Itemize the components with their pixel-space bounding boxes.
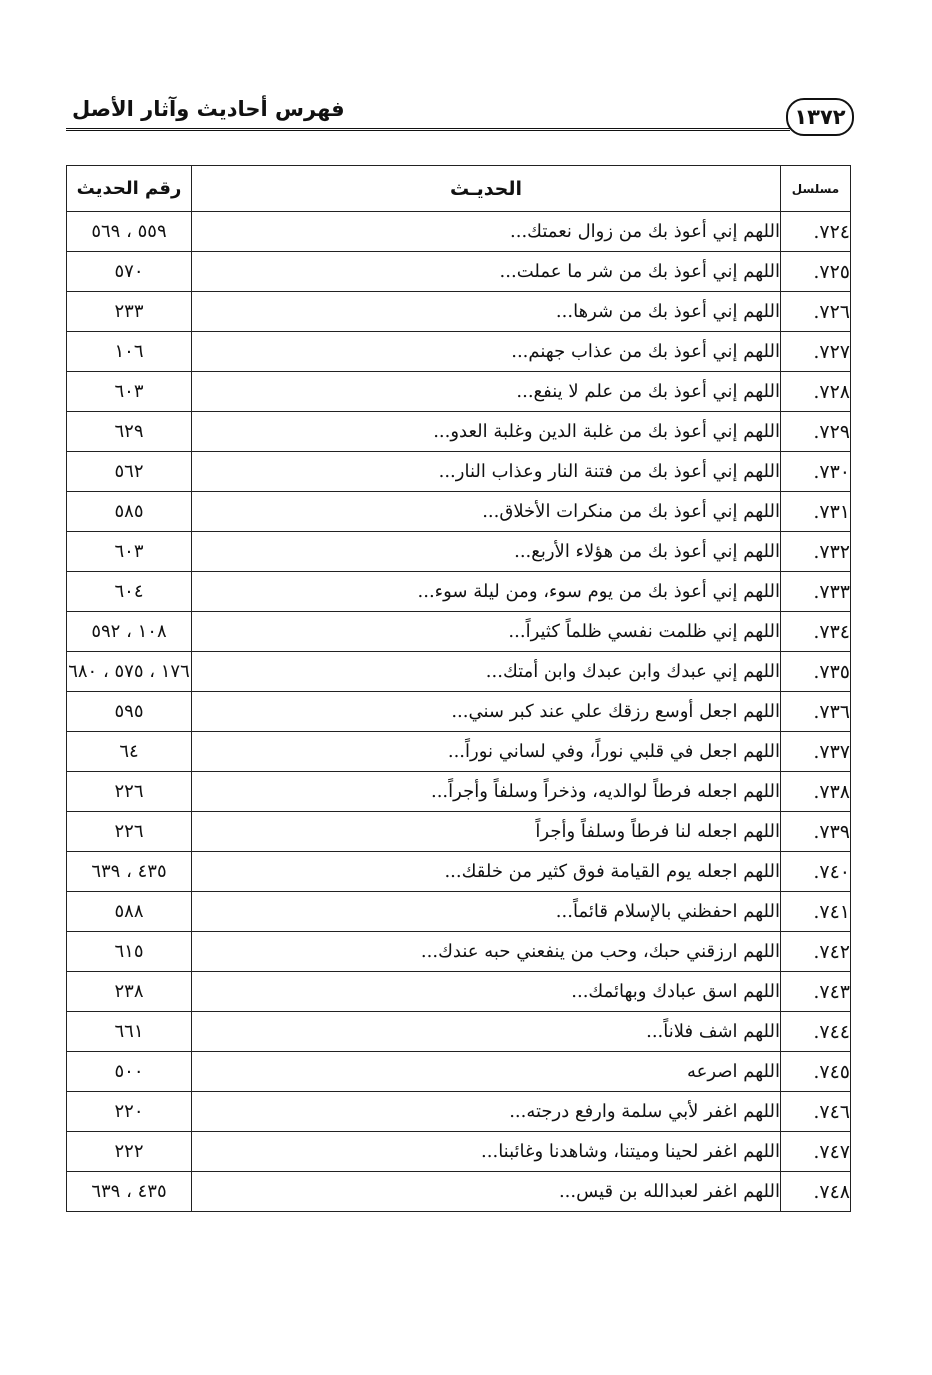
table-row <box>67 492 851 532</box>
hadith-text-cell: اللهم إني أعوذ بك من غلبة الدين وغلبة العدو... <box>192 412 781 452</box>
hadith-ref-cell: ٥٨٨ <box>67 892 192 932</box>
hadith-ref-cell: ٢٢٠ <box>67 1092 192 1132</box>
hadith-ref-cell: ٢٢٦ <box>67 772 192 812</box>
table-row <box>67 292 851 332</box>
serial-cell: ٧٣٥. <box>781 652 851 692</box>
serial-cell: ٧٤٨. <box>781 1172 851 1212</box>
table-row <box>67 452 851 492</box>
serial-cell: ٧٢٦. <box>781 292 851 332</box>
serial-cell: ٧٤٦. <box>781 1092 851 1132</box>
hadith-ref-cell: ٥٦٢ <box>67 452 192 492</box>
table-row <box>67 212 851 252</box>
hadith-ref-cell: ٤٣٥ ، ٦٣٩ <box>67 1172 192 1212</box>
table-row <box>67 932 851 972</box>
hadith-ref-cell: ٦٠٣ <box>67 532 192 572</box>
hadith-text-cell: اللهم اجعله يوم القيامة فوق كثير من خلقك... <box>192 852 781 892</box>
serial-cell: ٧٣٣. <box>781 572 851 612</box>
hadith-ref-cell: ٦٠٤ <box>67 572 192 612</box>
table-row <box>67 852 851 892</box>
hadith-text-cell: اللهم إني عبدك وابن عبدك وابن أمتك... <box>192 652 781 692</box>
hadith-text-cell: اللهم إني ظلمت نفسي ظلماً كثيراً... <box>192 612 781 652</box>
serial-cell: ٧٣١. <box>781 492 851 532</box>
table-row <box>67 692 851 732</box>
hadith-ref-cell: ٦١٥ <box>67 932 192 972</box>
column-header-hadith: الحديـث <box>192 166 781 212</box>
hadith-text-cell: اللهم اصرعه <box>192 1052 781 1092</box>
hadith-text-cell: اللهم اجعل أوسع رزقك علي عند كبر سني... <box>192 692 781 732</box>
hadith-text-cell: اللهم اغفر لأبي سلمة وارفع درجته... <box>192 1092 781 1132</box>
serial-cell: ٧٣٧. <box>781 732 851 772</box>
table-row <box>67 972 851 1012</box>
hadith-text-cell: اللهم اغفر لعبدالله بن قيس... <box>192 1172 781 1212</box>
column-header-serial: مسلسل <box>781 166 851 212</box>
hadith-text-cell: اللهم إني أعوذ بك من منكرات الأخلاق... <box>192 492 781 532</box>
serial-cell: ٧٢٥. <box>781 252 851 292</box>
serial-cell: ٧٢٨. <box>781 372 851 412</box>
table-row <box>67 772 851 812</box>
hadith-ref-cell: ١٧٦ ، ٥٧٥ ، ٦٨٠ <box>67 652 192 692</box>
table-header-row <box>67 166 851 212</box>
hadith-ref-cell: ٢٢٦ <box>67 812 192 852</box>
hadith-text-cell: اللهم احفظني بالإسلام قائماً... <box>192 892 781 932</box>
hadith-ref-cell: ٥٠٠ <box>67 1052 192 1092</box>
hadith-text-cell: اللهم اغفر لحينا وميتنا، وشاهدنا وغائبنا... <box>192 1132 781 1172</box>
hadith-ref-cell: ٥٧٠ <box>67 252 192 292</box>
page-title: فهرس أحاديث وآثار الأصل <box>72 97 345 121</box>
serial-cell: ٧٣٩. <box>781 812 851 852</box>
serial-cell: ٧٤٠. <box>781 852 851 892</box>
hadith-index-table <box>66 165 851 1212</box>
table-row <box>67 732 851 772</box>
page-header <box>66 92 854 136</box>
serial-cell: ٧٤٤. <box>781 1012 851 1052</box>
hadith-ref-cell: ١٠٨ ، ٥٩٢ <box>67 612 192 652</box>
table-row <box>67 572 851 612</box>
table-row <box>67 332 851 372</box>
column-header-ref: رقم الحديث <box>67 166 192 212</box>
serial-cell: ٧٢٩. <box>781 412 851 452</box>
serial-cell: ٧٣٢. <box>781 532 851 572</box>
hadith-ref-cell: ٤٣٥ ، ٦٣٩ <box>67 852 192 892</box>
table-row <box>67 1132 851 1172</box>
hadith-text-cell: اللهم إني أعوذ بك من علم لا ينفع... <box>192 372 781 412</box>
hadith-text-cell: اللهم إني أعوذ بك من زوال نعمتك... <box>192 212 781 252</box>
table-row <box>67 1052 851 1092</box>
serial-cell: ٧٤٢. <box>781 932 851 972</box>
hadith-text-cell: اللهم إني أعوذ بك من شرها... <box>192 292 781 332</box>
serial-cell: ٧٤٧. <box>781 1132 851 1172</box>
table-body <box>67 212 851 1212</box>
serial-cell: ٧٤٥. <box>781 1052 851 1092</box>
hadith-ref-cell: ٥٩٥ <box>67 692 192 732</box>
hadith-ref-cell: ٥٨٥ <box>67 492 192 532</box>
hadith-text-cell: اللهم اجعله لنا فرطاً وسلفاً وأجراً <box>192 812 781 852</box>
table-row <box>67 612 851 652</box>
hadith-text-cell: اللهم إني أعوذ بك من عذاب جهنم... <box>192 332 781 372</box>
serial-cell: ٧٣٤. <box>781 612 851 652</box>
table-row <box>67 812 851 852</box>
hadith-text-cell: اللهم اشف فلاناً... <box>192 1012 781 1052</box>
hadith-text-cell: اللهم ارزقني حبك، وحب من ينفعني حبه عندك... <box>192 932 781 972</box>
table-row <box>67 892 851 932</box>
serial-cell: ٧٣٦. <box>781 692 851 732</box>
hadith-text-cell: اللهم اسق عبادك وبهائمك... <box>192 972 781 1012</box>
hadith-ref-cell: ٦٠٣ <box>67 372 192 412</box>
table-row <box>67 372 851 412</box>
hadith-ref-cell: ٢٣٨ <box>67 972 192 1012</box>
serial-cell: ٧٤٣. <box>781 972 851 1012</box>
serial-cell: ٧٣٨. <box>781 772 851 812</box>
hadith-ref-cell: ٦٢٩ <box>67 412 192 452</box>
hadith-text-cell: اللهم إني أعوذ بك من فتنة النار وعذاب النار... <box>192 452 781 492</box>
serial-cell: ٧٤١. <box>781 892 851 932</box>
hadith-text-cell: اللهم اجعل في قلبي نوراً، وفي لساني نوراً... <box>192 732 781 772</box>
table-row <box>67 652 851 692</box>
serial-cell: ٧٣٠. <box>781 452 851 492</box>
table-row <box>67 1172 851 1212</box>
table-row <box>67 412 851 452</box>
hadith-ref-cell: ١٠٦ <box>67 332 192 372</box>
header-rule <box>66 128 790 131</box>
hadith-ref-cell: ٦٤ <box>67 732 192 772</box>
serial-cell: ٧٢٧. <box>781 332 851 372</box>
hadith-text-cell: اللهم إني أعوذ بك من يوم سوء، ومن ليلة سوء... <box>192 572 781 612</box>
hadith-ref-cell: ٥٥٩ ، ٥٦٩ <box>67 212 192 252</box>
hadith-text-cell: اللهم إني أعوذ بك من شر ما عملت... <box>192 252 781 292</box>
table-row <box>67 1012 851 1052</box>
hadith-text-cell: اللهم إني أعوذ بك من هؤلاء الأربع... <box>192 532 781 572</box>
page-number: ١٣٧٢ <box>786 98 854 136</box>
hadith-ref-cell: ٦٦١ <box>67 1012 192 1052</box>
hadith-ref-cell: ٢٢٢ <box>67 1132 192 1172</box>
table-row <box>67 252 851 292</box>
hadith-ref-cell: ٢٣٣ <box>67 292 192 332</box>
serial-cell: ٧٢٤. <box>781 212 851 252</box>
table-row <box>67 532 851 572</box>
table-row <box>67 1092 851 1132</box>
hadith-text-cell: اللهم اجعله فرطاً لوالديه، وذخراً وسلفاً وأجراً... <box>192 772 781 812</box>
